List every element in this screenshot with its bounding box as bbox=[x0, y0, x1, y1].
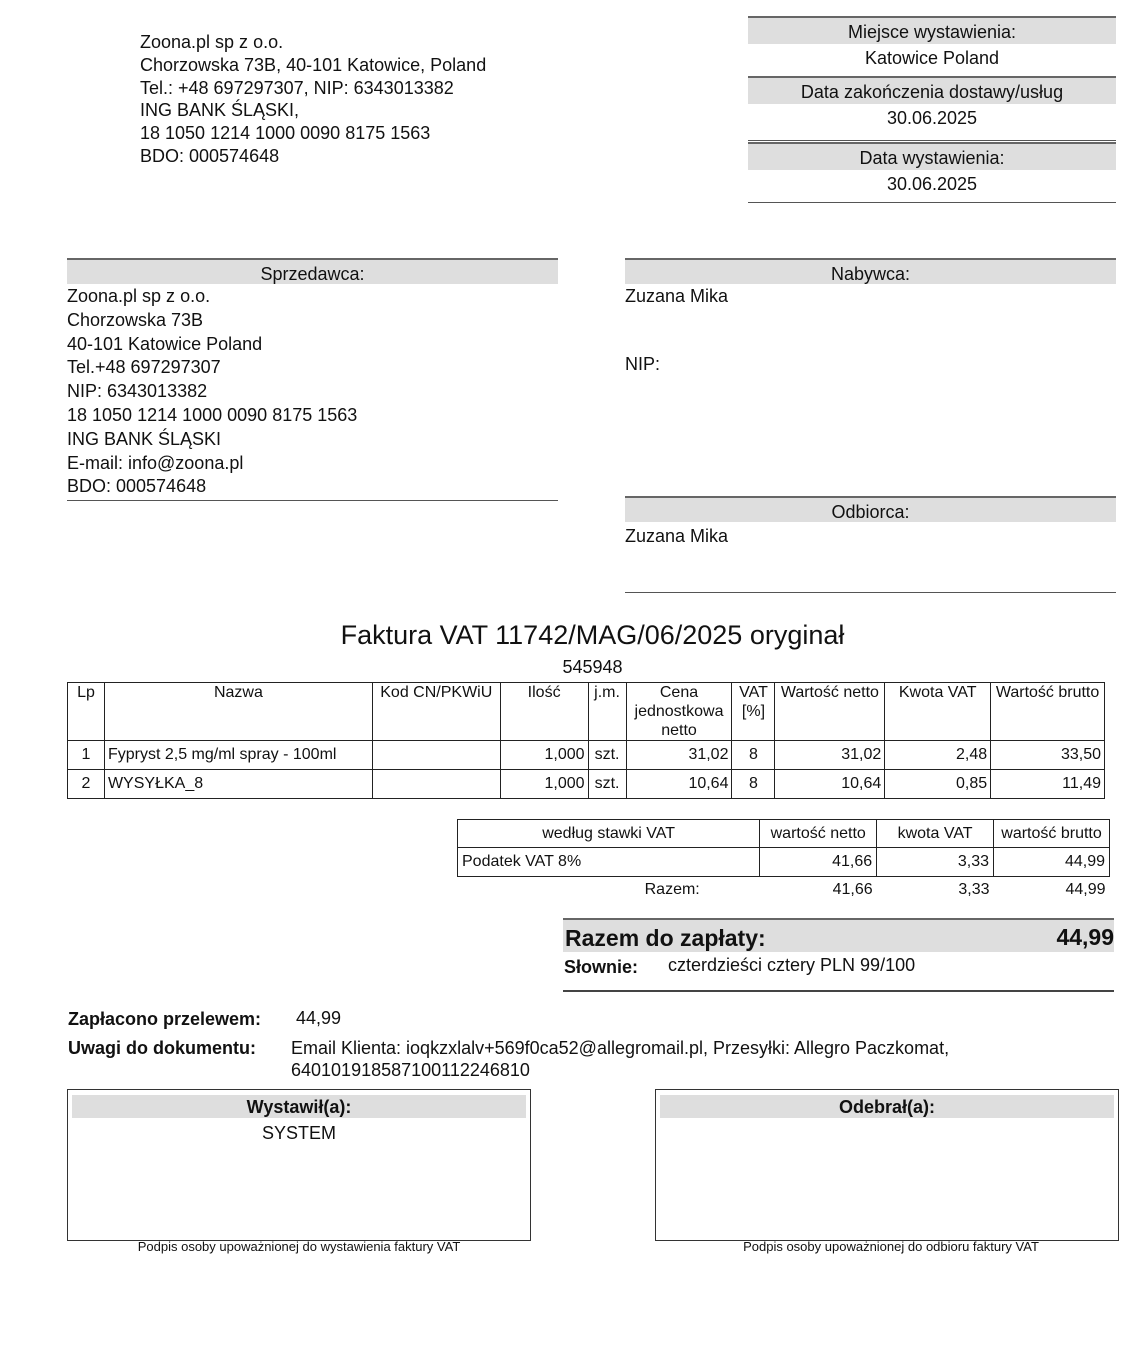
seller-line: 18 1050 1214 1000 0090 8175 1563 bbox=[67, 404, 358, 425]
buyer-label: Nabywca: bbox=[625, 258, 1116, 284]
invoice-title: Faktura VAT 11742/MAG/06/2025 oryginał bbox=[340, 620, 845, 650]
cell-lp: 2 bbox=[68, 770, 105, 799]
seller-line: Tel.+48 697297307 bbox=[67, 357, 221, 378]
col-price-line: netto bbox=[661, 722, 697, 739]
col-name: Nazwa bbox=[104, 683, 372, 741]
col-vat bbox=[732, 683, 775, 741]
vat-cell-rate: Podatek VAT 8% bbox=[458, 848, 760, 877]
col-vat-line: VAT bbox=[739, 684, 768, 701]
vat-summary-table bbox=[457, 819, 1110, 903]
table-row bbox=[458, 848, 1110, 877]
seller-divider bbox=[67, 500, 558, 501]
seller-line: NIP: 6343013382 bbox=[67, 381, 208, 402]
seller-line: Chorzowska 73B bbox=[67, 309, 204, 330]
company-header bbox=[140, 31, 486, 168]
invoice-subnumber: 545948 bbox=[562, 657, 623, 677]
cell-net: 31,02 bbox=[775, 741, 885, 770]
cell-vat-amount: 0,85 bbox=[885, 770, 991, 799]
vat-total-row bbox=[458, 877, 1110, 904]
amount-due-section bbox=[563, 918, 1114, 992]
issue-place-value: Katowice Poland bbox=[864, 48, 1000, 68]
amount-due-value: 44,99 bbox=[1056, 924, 1114, 950]
col-unit: j.m. bbox=[588, 683, 626, 741]
col-lp: Lp bbox=[68, 683, 105, 741]
buyer-name: Zuzana Mika bbox=[625, 286, 729, 306]
vat-total-vat: 3,33 bbox=[958, 881, 990, 898]
col-gross: Wartość brutto bbox=[991, 683, 1105, 741]
delivery-date-box bbox=[748, 76, 1116, 141]
buyer-nip-label: NIP: bbox=[625, 354, 661, 374]
received-by-box bbox=[655, 1089, 1119, 1241]
items-header-row bbox=[68, 683, 1105, 741]
buyer-section bbox=[625, 258, 1116, 378]
vat-header-row bbox=[458, 820, 1110, 848]
delivery-date-label: Data zakończenia dostawy/usług bbox=[748, 76, 1116, 104]
issue-place-box bbox=[748, 16, 1116, 76]
company-header-line: BDO: 000574648 bbox=[140, 145, 280, 166]
cell-net: 10,64 bbox=[775, 770, 885, 799]
received-by-caption: Podpis osoby upoważnionej do odbioru faktury VAT bbox=[743, 1239, 1039, 1254]
vat-cell-vat: 3,33 bbox=[877, 848, 994, 877]
issue-date-label: Data wystawienia: bbox=[748, 142, 1116, 170]
company-header-line: 18 1050 1214 1000 0090 8175 1563 bbox=[140, 123, 431, 144]
notes-label: Uwagi do dokumentu: bbox=[68, 1038, 256, 1058]
payment-label: Zapłacono przelewem: bbox=[68, 1009, 262, 1029]
cell-vat: 8 bbox=[732, 741, 775, 770]
issue-date-box bbox=[748, 142, 1116, 203]
cell-lp: 1 bbox=[68, 741, 105, 770]
issued-by-caption: Podpis osoby upoważnionej do wystawienia faktury VAT bbox=[137, 1239, 461, 1254]
seller-line: E-mail: info@zoona.pl bbox=[67, 452, 244, 473]
vat-col-net: wartość netto bbox=[760, 820, 877, 848]
company-header-line: ING BANK ŚLĄSKI, bbox=[140, 100, 300, 121]
seller-line: Zoona.pl sp z o.o. bbox=[67, 286, 211, 306]
vat-col-rate: według stawki VAT bbox=[458, 820, 760, 848]
seller-line: ING BANK ŚLĄSKI bbox=[67, 428, 222, 449]
issued-by-label: Wystawił(a): bbox=[72, 1095, 526, 1118]
cell-price: 31,02 bbox=[626, 741, 732, 770]
amount-due-label: Razem do zapłaty: bbox=[565, 925, 766, 951]
seller-label: Sprzedawca: bbox=[67, 258, 558, 284]
col-price bbox=[626, 683, 732, 741]
payment-amount: 44,99 bbox=[296, 1008, 342, 1028]
recipient-name: Zuzana Mika bbox=[625, 526, 729, 546]
notes-text: Email Klienta: ioqkzxlalv+569f0ca52@allegromail.pl, Przesyłki: Allegro Paczkomat, 640101918587100112246810 bbox=[291, 1038, 950, 1080]
amount-in-words-label: Słownie: bbox=[564, 957, 639, 977]
col-code: Kod CN/PKWiU bbox=[372, 683, 500, 741]
amount-in-words bbox=[563, 952, 1114, 992]
table-row bbox=[68, 770, 1105, 799]
recipient-label: Odbiorca: bbox=[625, 496, 1116, 522]
cell-code bbox=[372, 770, 500, 799]
amount-due-bar bbox=[563, 918, 1114, 952]
col-vat-amount: Kwota VAT bbox=[885, 683, 991, 741]
col-net: Wartość netto bbox=[775, 683, 885, 741]
cell-gross: 11,49 bbox=[991, 770, 1105, 799]
vat-cell-net: 41,66 bbox=[760, 848, 877, 877]
issue-date-value: 30.06.2025 bbox=[748, 170, 1116, 203]
vat-total-gross: 44,99 bbox=[1065, 881, 1106, 898]
col-price-line: jednostkowa bbox=[634, 703, 724, 720]
cell-vat-amount: 2,48 bbox=[885, 741, 991, 770]
cell-qty: 1,000 bbox=[500, 741, 588, 770]
vat-total-net: 41,66 bbox=[832, 881, 873, 898]
cell-unit: szt. bbox=[588, 770, 626, 799]
seller-line: BDO: 000574648 bbox=[67, 476, 207, 497]
vat-total-label: Razem: bbox=[644, 881, 700, 898]
table-row bbox=[68, 741, 1105, 770]
company-header-line: Tel.: +48 697297307, NIP: 6343013382 bbox=[140, 77, 454, 98]
col-qty: Ilość bbox=[500, 683, 588, 741]
vat-col-vat: kwota VAT bbox=[877, 820, 994, 848]
cell-gross: 33,50 bbox=[991, 741, 1105, 770]
col-price-line: Cena bbox=[659, 684, 699, 701]
cell-vat: 8 bbox=[732, 770, 775, 799]
issued-by-value: SYSTEM bbox=[261, 1123, 336, 1143]
cell-price: 10,64 bbox=[626, 770, 732, 799]
cell-qty: 1,000 bbox=[500, 770, 588, 799]
cell-name: Fypryst 2,5 mg/ml spray - 100ml bbox=[104, 741, 372, 770]
recipient-section bbox=[625, 496, 1116, 594]
amount-in-words-value: czterdzieści cztery PLN 99/100 bbox=[668, 955, 916, 975]
vat-cell-gross: 44,99 bbox=[994, 848, 1110, 877]
company-header-line: Chorzowska 73B, 40-101 Katowice, Poland bbox=[140, 54, 487, 75]
issue-place-label: Miejsce wystawienia: bbox=[748, 16, 1116, 44]
delivery-date-value: 30.06.2025 bbox=[748, 104, 1116, 141]
items-table bbox=[67, 682, 1105, 799]
cell-name: WYSYŁKA_8 bbox=[104, 770, 372, 799]
cell-code bbox=[372, 741, 500, 770]
seller-section bbox=[67, 258, 558, 501]
issued-by-box bbox=[67, 1089, 531, 1241]
col-vat-line: [%] bbox=[741, 703, 766, 720]
recipient-divider bbox=[625, 592, 1116, 593]
vat-col-gross: wartość brutto bbox=[994, 820, 1110, 848]
received-by-label: Odebrał(a): bbox=[660, 1095, 1114, 1118]
company-header-line: Zoona.pl sp z o.o. bbox=[140, 32, 284, 52]
cell-unit: szt. bbox=[588, 741, 626, 770]
seller-line: 40-101 Katowice Poland bbox=[67, 333, 263, 354]
